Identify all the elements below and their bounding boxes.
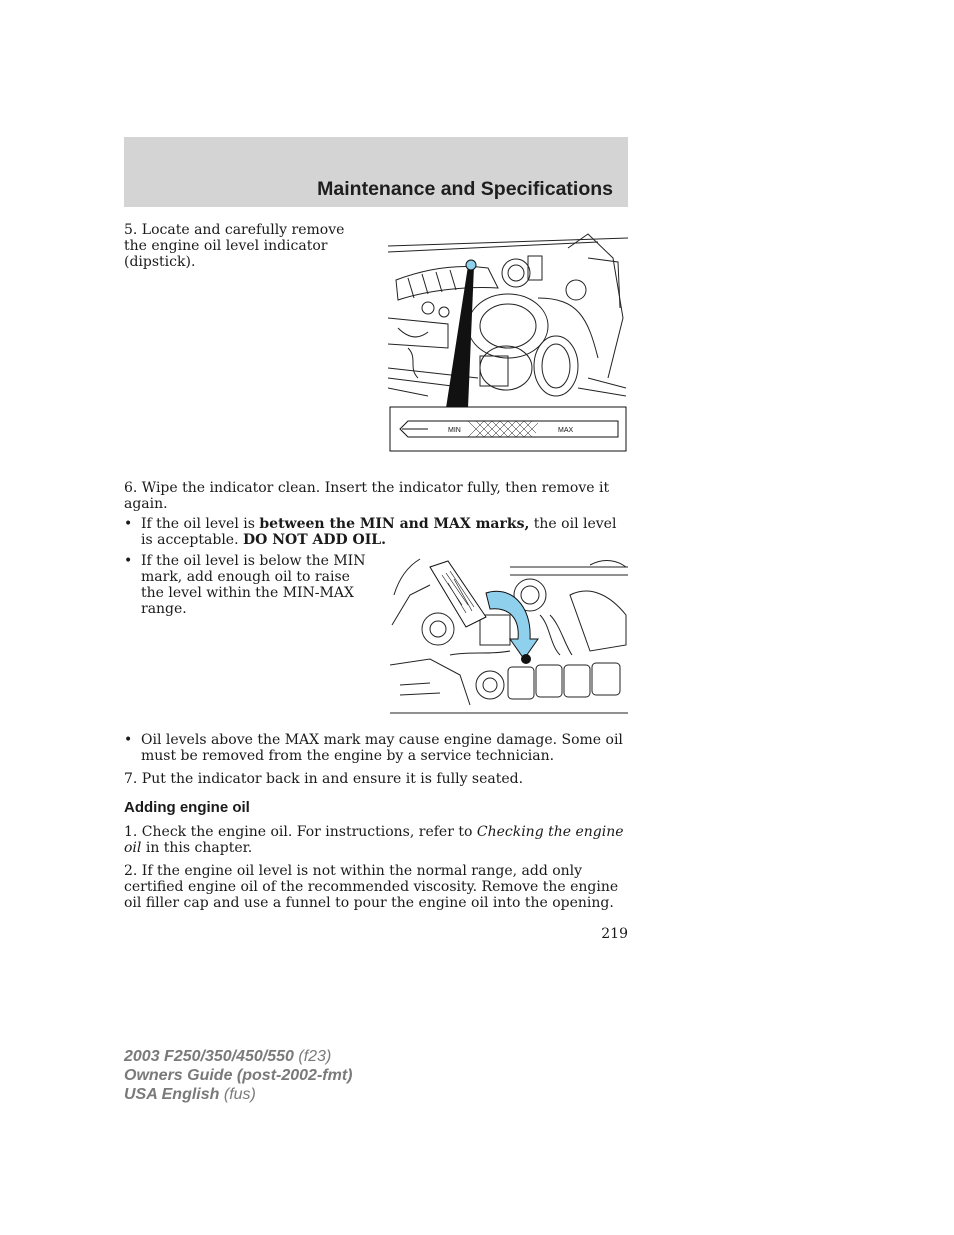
bullet-below-min: [124, 553, 373, 617]
step-7-text: 7. Put the indicator back in and ensure it is fully seated.: [124, 771, 524, 787]
footer-line-model: [124, 1047, 352, 1066]
adding-step-1-text: 1. Check the engine oil. For instructions, refer to: [124, 824, 477, 840]
dipstick-max-label: MAX: [558, 427, 574, 434]
step-5-text: 5. Locate and carefully remove the engine oil level indicator (dipstick).: [124, 222, 345, 270]
bullet-dot: •: [124, 732, 133, 748]
adding-step-1-text: in this chapter.: [141, 840, 253, 856]
footer-line-guide: Owners Guide (post-2002-fmt): [124, 1067, 353, 1084]
adding-oil-heading: Adding engine oil: [124, 799, 250, 816]
page-number: 219: [601, 926, 628, 942]
adding-step-2: 2. If the engine oil level is not within the normal range, add only certified engine oil of the recommended viscosity. Remove the engine oil filler cap and use a funnel to pour the engine oil into the opening.: [124, 863, 619, 911]
section-title: Maintenance and Specifications: [317, 178, 613, 200]
bullet-above-max: [124, 732, 628, 764]
footer-language: USA English: [124, 1086, 220, 1103]
add-oil-illustration: [390, 555, 628, 715]
bullet-text: If the oil level is: [141, 516, 260, 532]
step-6-text: 6. Wipe the indicator clean. Insert the indicator fully, then remove it again.: [124, 480, 610, 512]
document-footer: [124, 1047, 352, 1104]
adding-step-1: [124, 824, 628, 856]
footer-line-language: [124, 1085, 352, 1104]
bullet-dot: •: [124, 516, 133, 532]
footer-language-code: (fus): [219, 1086, 256, 1103]
bullet-warning: DO NOT ADD OIL.: [243, 532, 386, 548]
footer-model-code: (f23): [293, 1048, 332, 1065]
section-header-band: [124, 137, 628, 207]
footer-model: 2003 F250/350/450/550: [124, 1048, 294, 1065]
engine-dipstick-illustration: [388, 228, 628, 454]
bullet-dot: •: [124, 553, 133, 569]
bullet-emphasis: between the MIN and MAX marks,: [259, 516, 530, 532]
cross-reference: Checking the engine oil: [124, 824, 624, 856]
bullet-text: the oil level is acceptable.: [141, 516, 617, 548]
bullet-text: Oil levels above the MAX mark may cause engine damage. Some oil must be removed from the engine by a service technician.: [141, 732, 623, 764]
bullet-min-max: [124, 516, 628, 548]
dipstick-min-label: MIN: [448, 427, 461, 434]
bullet-text: If the oil level is below the MIN mark, add enough oil to raise the level within the MIN-MAX range.: [141, 553, 366, 617]
